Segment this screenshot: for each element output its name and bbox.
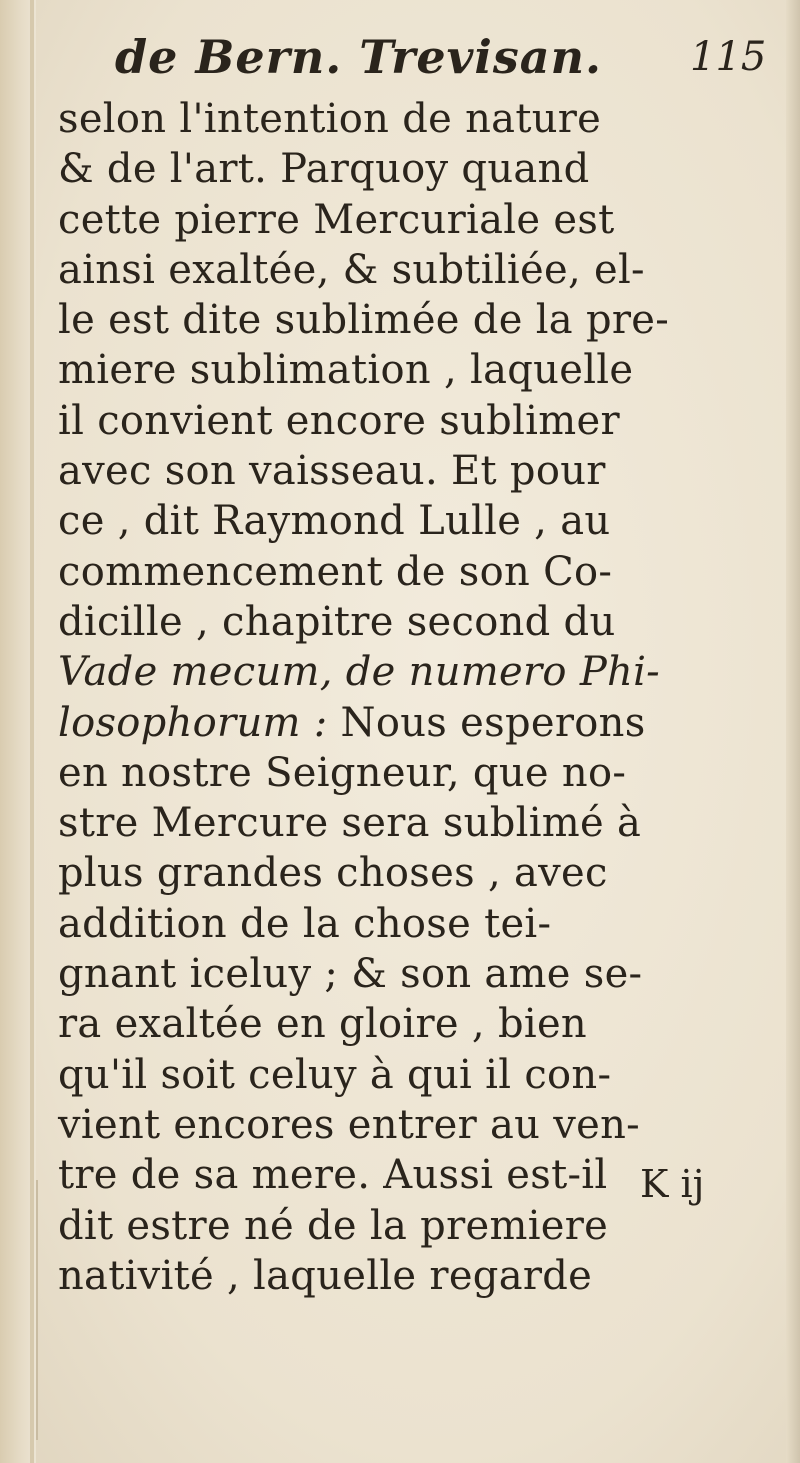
text-line-italic: Vade mecum, de numero Phi- (58, 649, 660, 696)
text-line: plus grandes choses , avec (58, 850, 608, 897)
text-line: stre Mercure sera sublimé à (58, 800, 642, 847)
page-number: 115 (690, 34, 767, 80)
running-head: de Bern. Trevisan. (115, 30, 603, 84)
text-line: dit estre né de la premiere (58, 1202, 609, 1249)
text-line: miere sublimation , laquelle (58, 347, 634, 394)
body-text (58, 94, 778, 1301)
text-line (58, 698, 778, 748)
text-line: & de l'art. Parquoy quand (58, 146, 590, 193)
text-line: ainsi exaltée, & subtiliée, el- (58, 246, 645, 293)
text-line: gnant iceluy ; & son ame se- (58, 951, 643, 998)
text-line: en nostre Seigneur, que no- (58, 749, 627, 796)
text-line: addition de la chose tei- (58, 900, 552, 947)
italic-fragment: losophorum : (58, 699, 328, 746)
page-header (0, 30, 800, 90)
page-edge (786, 0, 800, 1463)
text-line: nativité , laquelle regarde (58, 1252, 593, 1299)
text-line: avec son vaisseau. Et pour (58, 448, 606, 495)
text-line: dicille , chapitre second du (58, 598, 616, 645)
text-line: ce , dit Raymond Lulle , au (58, 498, 611, 545)
text-line: le est dite sublimée de la pre- (58, 297, 670, 344)
text-line: vient encores entrer au ven- (58, 1101, 640, 1148)
roman-fragment: Nous esperons (327, 699, 646, 746)
text-line: cette pierre Mercuriale est (58, 196, 615, 243)
margin-mark (36, 1180, 38, 1440)
signature-mark: K ij (640, 1162, 705, 1206)
text-line: tre de sa mere. Aussi est-il (58, 1152, 608, 1199)
text-line: ra exaltée en gloire , bien (58, 1001, 587, 1048)
text-line: qu'il soit celuy à qui il con- (58, 1051, 612, 1098)
text-line: commencement de son Co- (58, 548, 613, 595)
binding-shadow (30, 0, 34, 1463)
text-line: il convient encore sublimer (58, 397, 620, 444)
text-line: selon l'intention de nature (58, 96, 602, 142)
